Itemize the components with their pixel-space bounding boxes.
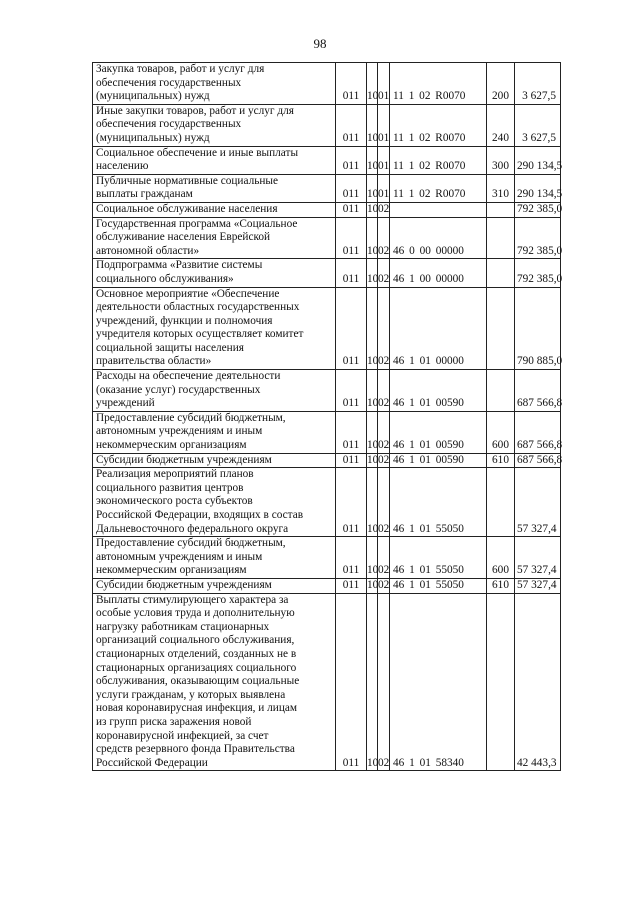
- description-line: Государственная программа «Социальное: [96, 217, 298, 230]
- description-line: Закупка товаров, работ и услуг для: [96, 63, 265, 75]
- amount: 57 327,4: [515, 578, 561, 593]
- row-description: [93, 259, 336, 287]
- amount: 687 566,8: [515, 411, 561, 453]
- target-article-code: 11 1 02 R0070: [390, 146, 487, 174]
- table-row: [93, 578, 561, 593]
- description-line: Российской Федерации, входящих в состав: [96, 509, 304, 521]
- target-article-code: 46 1 01 55050: [390, 578, 487, 593]
- description-line: Реализация мероприятий планов: [96, 468, 254, 481]
- expense-type-code: 240: [487, 104, 515, 146]
- amount: 792 385,0: [515, 202, 561, 217]
- section-code: 10: [367, 370, 378, 412]
- amount: 42 443,3: [515, 593, 561, 771]
- subsection-code: 02: [378, 468, 390, 537]
- expense-type-code: [487, 259, 515, 287]
- ministry-code: 011: [336, 578, 367, 593]
- description-line: новая коронавирусная инфекция, и лицам: [96, 702, 298, 715]
- amount: 792 385,0: [515, 217, 561, 259]
- description-line: услуги гражданам, у которых выявлена: [96, 688, 286, 701]
- section-code: 10: [367, 537, 378, 579]
- subsection-code: 02: [378, 593, 390, 771]
- subsection-code: 02: [378, 370, 390, 412]
- section-code: 10: [367, 63, 378, 105]
- description-line: (муниципальных) нужд: [96, 90, 210, 103]
- amount: 687 566,8: [515, 370, 561, 412]
- row-description: [93, 174, 336, 202]
- description-line: Субсидии бюджетным учреждениям: [96, 453, 272, 466]
- expense-type-code: 610: [487, 578, 515, 593]
- subsection-code: 01: [378, 104, 390, 146]
- table-row: [93, 370, 561, 412]
- target-article-code: [390, 202, 487, 217]
- row-description: [93, 104, 336, 146]
- budget-table: [92, 62, 561, 771]
- subsection-code: 02: [378, 578, 390, 593]
- section-code: 10: [367, 146, 378, 174]
- ministry-code: 011: [336, 259, 367, 287]
- target-article-code: 11 1 02 R0070: [390, 63, 487, 105]
- ministry-code: 011: [336, 468, 367, 537]
- amount: 290 134,5: [515, 174, 561, 202]
- description-line: Российской Федерации: [96, 756, 208, 769]
- description-line: учреждений, функции и полномочия: [96, 314, 273, 327]
- table-row: [93, 63, 561, 105]
- ministry-code: 011: [336, 63, 367, 105]
- subsection-code: 01: [378, 146, 390, 174]
- table-row: [93, 411, 561, 453]
- description-line: социального развития центров: [96, 481, 244, 494]
- row-description: [93, 217, 336, 259]
- ministry-code: 011: [336, 453, 367, 468]
- description-line: стационарных организациях социального: [96, 661, 297, 674]
- row-description: [93, 578, 336, 593]
- table-row: [93, 453, 561, 468]
- description-line: социального обслуживания»: [96, 272, 234, 285]
- ministry-code: 011: [336, 217, 367, 259]
- description-line: обеспечения государственных: [96, 118, 242, 131]
- expense-type-code: 310: [487, 174, 515, 202]
- description-line: коронавирусной инфекцией, за счет: [96, 729, 269, 742]
- target-article-code: 46 1 01 00590: [390, 411, 487, 453]
- expense-type-code: [487, 468, 515, 537]
- description-line: стационарных отделений, созданных не в: [96, 647, 297, 660]
- subsection-code: 02: [378, 411, 390, 453]
- description-line: Дальневосточного федерального округа: [96, 522, 289, 535]
- description-line: некоммерческим организациям: [96, 564, 247, 577]
- expense-type-code: [487, 217, 515, 259]
- row-description: [93, 593, 336, 771]
- target-article-code: 46 1 01 55050: [390, 468, 487, 537]
- description-line: (муниципальных) нужд: [96, 131, 210, 144]
- description-line: организаций социального обслуживания,: [96, 634, 295, 647]
- table-row: [93, 217, 561, 259]
- description-line: Подпрограмма «Развитие системы: [96, 259, 263, 272]
- target-article-code: 11 1 02 R0070: [390, 174, 487, 202]
- description-line: учредителя которых осуществляет комитет: [96, 328, 304, 341]
- subsection-code: 02: [378, 537, 390, 579]
- table-row: [93, 593, 561, 771]
- description-line: автономной области»: [96, 244, 200, 257]
- target-article-code: 46 1 01 00000: [390, 287, 487, 370]
- description-line: обеспечения государственных: [96, 76, 242, 89]
- section-code: 10: [367, 411, 378, 453]
- description-line: Основное мероприятие «Обеспечение: [96, 287, 280, 300]
- description-line: нагрузку работникам стационарных: [96, 620, 270, 633]
- row-description: [93, 370, 336, 412]
- subsection-code: 01: [378, 174, 390, 202]
- description-line: обслуживания, оказывающим социальные: [96, 675, 300, 688]
- table-row: [93, 146, 561, 174]
- description-line: Социальное обслуживание населения: [96, 202, 278, 215]
- table-row: [93, 259, 561, 287]
- description-line: Расходы на обеспечение деятельности: [96, 370, 281, 383]
- description-line: Иные закупки товаров, работ и услуг для: [96, 104, 294, 117]
- ministry-code: 011: [336, 202, 367, 217]
- section-code: 10: [367, 104, 378, 146]
- description-line: Выплаты стимулирующего характера за: [96, 593, 289, 606]
- row-description: [93, 453, 336, 468]
- ministry-code: 011: [336, 370, 367, 412]
- description-line: из групп риска заражения новой: [96, 715, 252, 728]
- description-line: (оказание услуг) государственных: [96, 383, 261, 396]
- amount: 3 627,5: [515, 104, 561, 146]
- description-line: Субсидии бюджетным учреждениям: [96, 578, 272, 591]
- table-row: [93, 202, 561, 217]
- description-line: экономического роста субъектов: [96, 495, 253, 508]
- expense-type-code: 610: [487, 453, 515, 468]
- description-line: Предоставление субсидий бюджетным,: [96, 411, 286, 424]
- ministry-code: 011: [336, 104, 367, 146]
- target-article-code: 46 1 01 55050: [390, 537, 487, 579]
- ministry-code: 011: [336, 593, 367, 771]
- page-number: 98: [313, 36, 327, 51]
- section-code: 10: [367, 578, 378, 593]
- table-row: [93, 287, 561, 370]
- ministry-code: 011: [336, 411, 367, 453]
- row-description: [93, 202, 336, 217]
- section-code: 10: [367, 593, 378, 771]
- description-line: некоммерческим организациям: [96, 439, 247, 452]
- expense-type-code: 300: [487, 146, 515, 174]
- subsection-code: 02: [378, 287, 390, 370]
- description-line: Социальное обеспечение и иные выплаты: [96, 146, 299, 159]
- expense-type-code: 600: [487, 537, 515, 579]
- description-line: Публичные нормативные социальные: [96, 174, 279, 187]
- description-line: средств резервного фонда Правительства: [96, 743, 295, 756]
- description-line: Предоставление субсидий бюджетным,: [96, 537, 286, 550]
- target-article-code: 11 1 02 R0070: [390, 104, 487, 146]
- expense-type-code: [487, 287, 515, 370]
- section-code: 10: [367, 287, 378, 370]
- amount: 57 327,4: [515, 537, 561, 579]
- subsection-code: 02: [378, 453, 390, 468]
- expense-type-code: [487, 202, 515, 217]
- subsection-code: 02: [378, 217, 390, 259]
- subsection-code: 01: [378, 63, 390, 105]
- amount: 290 134,5: [515, 146, 561, 174]
- table-row: [93, 468, 561, 537]
- description-line: автономным учреждениям и иным: [96, 425, 263, 438]
- expense-type-code: 600: [487, 411, 515, 453]
- amount: 792 385,0: [515, 259, 561, 287]
- row-description: [93, 287, 336, 370]
- ministry-code: 011: [336, 537, 367, 579]
- target-article-code: 46 1 00 00000: [390, 259, 487, 287]
- row-description: [93, 146, 336, 174]
- section-code: 10: [367, 468, 378, 537]
- ministry-code: 011: [336, 174, 367, 202]
- description-line: обслуживание населения Еврейской: [96, 231, 271, 244]
- expense-type-code: [487, 593, 515, 771]
- table-row: [93, 104, 561, 146]
- description-line: деятельности областных государственных: [96, 301, 300, 314]
- target-article-code: 46 1 01 00590: [390, 370, 487, 412]
- description-line: особые условия труда и дополнительную: [96, 607, 295, 620]
- ministry-code: 011: [336, 287, 367, 370]
- amount: 3 627,5: [515, 63, 561, 105]
- section-code: 10: [367, 259, 378, 287]
- description-line: автономным учреждениям и иным: [96, 550, 263, 563]
- expense-type-code: 200: [487, 63, 515, 105]
- description-line: населению: [96, 160, 149, 173]
- section-code: 10: [367, 174, 378, 202]
- description-line: выплаты гражданам: [96, 188, 193, 201]
- section-code: 10: [367, 202, 378, 217]
- target-article-code: 46 0 00 00000: [390, 217, 487, 259]
- amount: 790 885,0: [515, 287, 561, 370]
- description-line: социальной защиты населения: [96, 341, 244, 354]
- expense-type-code: [487, 370, 515, 412]
- ministry-code: 011: [336, 146, 367, 174]
- amount: 687 566,8: [515, 453, 561, 468]
- target-article-code: 46 1 01 00590: [390, 453, 487, 468]
- table-row: [93, 537, 561, 579]
- subsection-code: 02: [378, 259, 390, 287]
- amount: 57 327,4: [515, 468, 561, 537]
- description-line: учреждений: [96, 397, 155, 410]
- section-code: 10: [367, 217, 378, 259]
- description-line: правительства области»: [96, 355, 212, 368]
- table-row: [93, 174, 561, 202]
- row-description: [93, 63, 336, 105]
- target-article-code: 46 1 01 58340: [390, 593, 487, 771]
- section-code: 10: [367, 453, 378, 468]
- row-description: [93, 411, 336, 453]
- row-description: [93, 537, 336, 579]
- subsection-code: 02: [378, 202, 390, 217]
- row-description: [93, 468, 336, 537]
